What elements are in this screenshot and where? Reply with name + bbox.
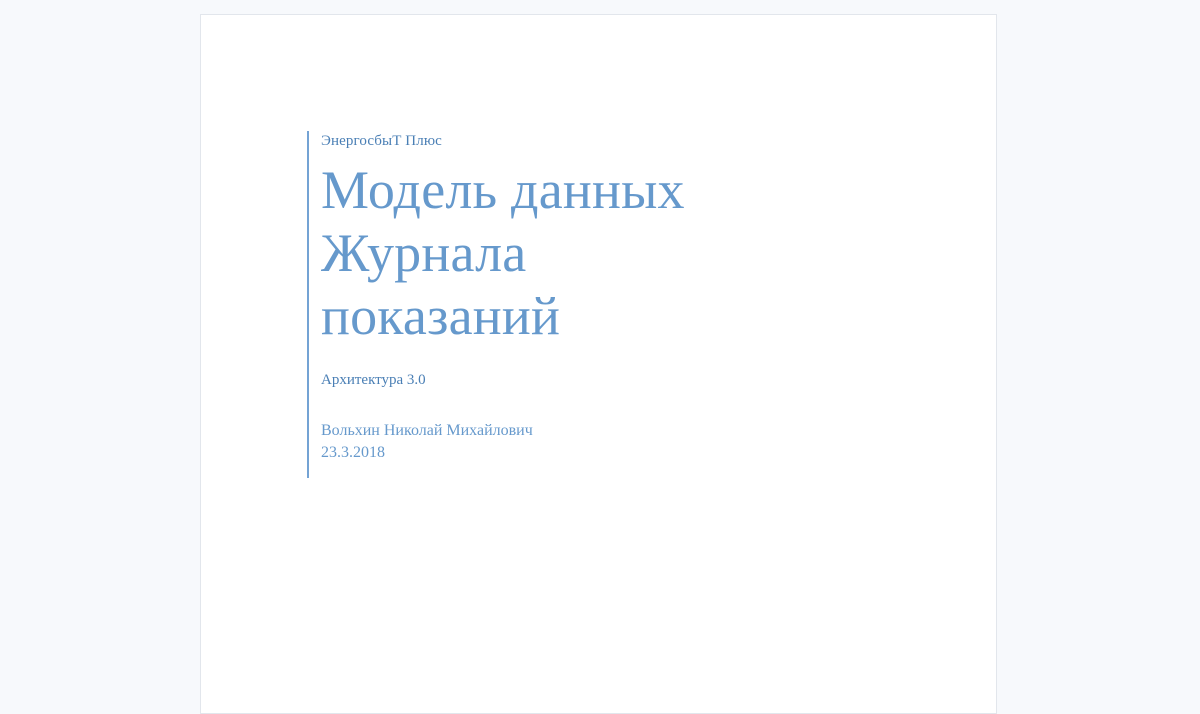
page-title: Модель данных Журнала показаний xyxy=(321,160,685,346)
document-page xyxy=(200,14,997,714)
title-block-end-spacer xyxy=(321,464,867,478)
document-subtitle: Архитектура 3.0 xyxy=(321,372,426,388)
organization-name: ЭнергосбыТ Плюс xyxy=(321,133,442,149)
author-name: Вольхин Николай Михайлович xyxy=(321,422,533,439)
title-block xyxy=(307,131,867,478)
document-meta xyxy=(321,420,867,464)
document-date: 23.3.2018 xyxy=(321,444,385,461)
